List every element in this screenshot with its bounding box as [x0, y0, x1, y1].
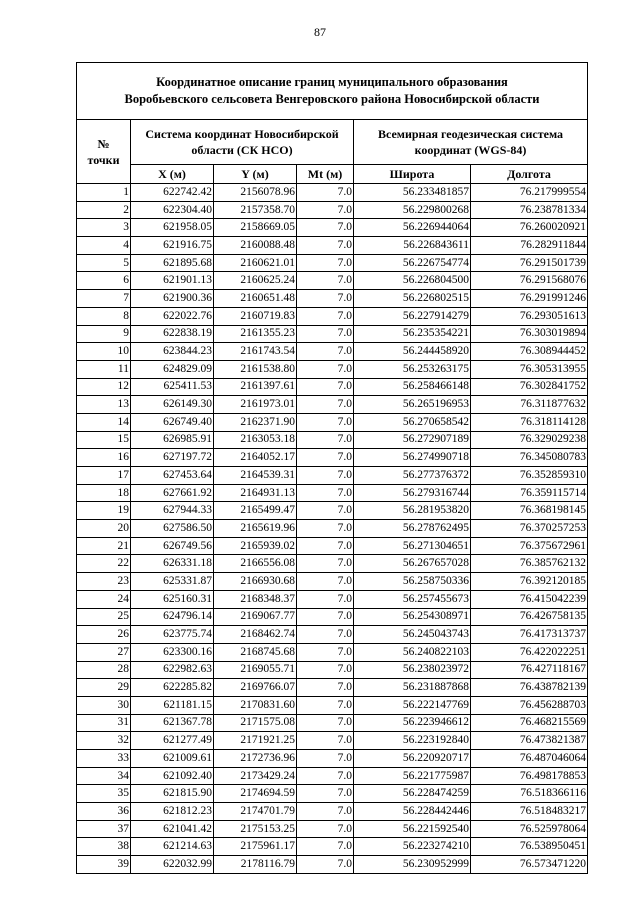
latitude-value: 56.226944064: [354, 219, 471, 237]
table-row: [77, 378, 588, 396]
table-row: [77, 201, 588, 219]
x-header: X (м): [131, 165, 214, 184]
mt-value: 7.0: [297, 590, 354, 608]
y-value: 2172736.96: [214, 750, 297, 768]
x-value: 626149.30: [131, 396, 214, 414]
longitude-value: 76.417313737: [471, 626, 588, 644]
mt-value: 7.0: [297, 643, 354, 661]
y-value: 2160719.83: [214, 307, 297, 325]
mt-value: 7.0: [297, 378, 354, 396]
y-value: 2169067.77: [214, 608, 297, 626]
longitude-value: 76.359115714: [471, 484, 588, 502]
x-value: 621812.23: [131, 803, 214, 821]
title-line-1: Координатное описание границ муниципального образования: [156, 75, 508, 89]
y-value: 2160625.24: [214, 272, 297, 290]
x-value: 624829.09: [131, 360, 214, 378]
table-row: [77, 714, 588, 732]
mt-value: 7.0: [297, 520, 354, 538]
x-value: 621367.78: [131, 714, 214, 732]
y-header: Y (м): [214, 165, 297, 184]
latitude-value: 56.226843611: [354, 237, 471, 255]
x-value: 621958.05: [131, 219, 214, 237]
mt-value: 7.0: [297, 838, 354, 856]
point-number: 29: [77, 679, 131, 697]
y-value: 2168462.74: [214, 626, 297, 644]
mt-value: 7.0: [297, 254, 354, 272]
x-value: 625331.87: [131, 573, 214, 591]
y-value: 2174694.59: [214, 785, 297, 803]
mt-value: 7.0: [297, 325, 354, 343]
point-number: 26: [77, 626, 131, 644]
mt-value: 7.0: [297, 714, 354, 732]
point-number: 38: [77, 838, 131, 856]
point-number: 23: [77, 573, 131, 591]
latitude-value: 56.226754774: [354, 254, 471, 272]
y-value: 2161355.23: [214, 325, 297, 343]
x-value: 621901.13: [131, 272, 214, 290]
point-number: 18: [77, 484, 131, 502]
latitude-value: 56.235354221: [354, 325, 471, 343]
latitude-value: 56.240822103: [354, 643, 471, 661]
point-number: 21: [77, 537, 131, 555]
table-row: [77, 360, 588, 378]
y-value: 2156078.96: [214, 184, 297, 202]
longitude-value: 76.538950451: [471, 838, 588, 856]
longitude-value: 76.518483217: [471, 803, 588, 821]
mt-value: 7.0: [297, 272, 354, 290]
x-value: 621815.90: [131, 785, 214, 803]
table-row: [77, 307, 588, 325]
mt-value: 7.0: [297, 856, 354, 874]
y-value: 2173429.24: [214, 767, 297, 785]
mt-value: 7.0: [297, 343, 354, 361]
mt-value: 7.0: [297, 237, 354, 255]
y-value: 2160621.01: [214, 254, 297, 272]
point-number: 12: [77, 378, 131, 396]
point-number: 10: [77, 343, 131, 361]
longitude-value: 76.318114128: [471, 413, 588, 431]
point-number: 15: [77, 431, 131, 449]
mt-value: 7.0: [297, 184, 354, 202]
longitude-value: 76.573471220: [471, 856, 588, 874]
point-number-header: [77, 120, 131, 184]
longitude-value: 76.487046064: [471, 750, 588, 768]
latitude-value: 56.257455673: [354, 590, 471, 608]
point-number: 30: [77, 696, 131, 714]
longitude-value: 76.468215569: [471, 714, 588, 732]
x-value: 623300.16: [131, 643, 214, 661]
title-line-2: Воробьевского сельсовета Венгеровского района Новосибирской области: [124, 92, 540, 106]
table-row: [77, 555, 588, 573]
latitude-value: 56.265196953: [354, 396, 471, 414]
point-number: 1: [77, 184, 131, 202]
point-number: 8: [77, 307, 131, 325]
mt-value: 7.0: [297, 290, 354, 308]
point-number-symbol: №: [97, 136, 110, 151]
point-number: 6: [77, 272, 131, 290]
table-row: [77, 573, 588, 591]
x-value: 622032.99: [131, 856, 214, 874]
table-row: [77, 219, 588, 237]
table-row: [77, 254, 588, 272]
latitude-value: 56.281953820: [354, 502, 471, 520]
x-value: 621009.61: [131, 750, 214, 768]
mt-value: 7.0: [297, 785, 354, 803]
x-value: 623844.23: [131, 343, 214, 361]
y-value: 2166930.68: [214, 573, 297, 591]
local-system-header: Система координат Новосибирской области (СК НСО): [131, 120, 354, 165]
mt-value: 7.0: [297, 360, 354, 378]
point-number: 34: [77, 767, 131, 785]
longitude-header: Долгота: [471, 165, 588, 184]
mt-value: 7.0: [297, 413, 354, 431]
table-row: [77, 502, 588, 520]
table-row: [77, 520, 588, 538]
x-value: 626749.40: [131, 413, 214, 431]
latitude-value: 56.226802515: [354, 290, 471, 308]
y-value: 2168745.68: [214, 643, 297, 661]
x-value: 621895.68: [131, 254, 214, 272]
y-value: 2161397.61: [214, 378, 297, 396]
table-row: [77, 325, 588, 343]
latitude-value: 56.272907189: [354, 431, 471, 449]
point-number: 3: [77, 219, 131, 237]
x-value: 622838.19: [131, 325, 214, 343]
longitude-value: 76.329029238: [471, 431, 588, 449]
latitude-value: 56.274990718: [354, 449, 471, 467]
longitude-value: 76.473821387: [471, 732, 588, 750]
latitude-value: 56.221775987: [354, 767, 471, 785]
latitude-value: 56.270658542: [354, 413, 471, 431]
table-row: [77, 237, 588, 255]
table-row: [77, 396, 588, 414]
latitude-value: 56.267657028: [354, 555, 471, 573]
x-value: 622285.82: [131, 679, 214, 697]
x-value: 624796.14: [131, 608, 214, 626]
latitude-value: 56.244458920: [354, 343, 471, 361]
longitude-value: 76.308944452: [471, 343, 588, 361]
point-number: 36: [77, 803, 131, 821]
table-row: [77, 626, 588, 644]
point-number: 14: [77, 413, 131, 431]
mt-value: 7.0: [297, 679, 354, 697]
table-row: [77, 467, 588, 485]
longitude-value: 76.426758135: [471, 608, 588, 626]
latitude-value: 56.258750336: [354, 573, 471, 591]
y-value: 2158669.05: [214, 219, 297, 237]
x-value: 622022.76: [131, 307, 214, 325]
x-value: 627661.92: [131, 484, 214, 502]
point-number: 4: [77, 237, 131, 255]
latitude-value: 56.279316744: [354, 484, 471, 502]
longitude-value: 76.438782139: [471, 679, 588, 697]
table-row: [77, 785, 588, 803]
table-row: [77, 290, 588, 308]
point-number: 9: [77, 325, 131, 343]
y-value: 2162371.90: [214, 413, 297, 431]
table-row: [77, 820, 588, 838]
longitude-value: 76.293051613: [471, 307, 588, 325]
x-value: 621916.75: [131, 237, 214, 255]
y-value: 2170831.60: [214, 696, 297, 714]
table-row: [77, 732, 588, 750]
x-value: 626331.18: [131, 555, 214, 573]
table-row: [77, 272, 588, 290]
y-value: 2175961.17: [214, 838, 297, 856]
table-row: [77, 838, 588, 856]
longitude-value: 76.415042239: [471, 590, 588, 608]
mt-header: Mt (м): [297, 165, 354, 184]
mt-value: 7.0: [297, 820, 354, 838]
latitude-value: 56.271304651: [354, 537, 471, 555]
table-row: [77, 343, 588, 361]
longitude-value: 76.311877632: [471, 396, 588, 414]
longitude-value: 76.368198145: [471, 502, 588, 520]
longitude-value: 76.518366116: [471, 785, 588, 803]
table-row: [77, 803, 588, 821]
point-number-label: точки: [87, 152, 120, 167]
x-value: 622982.63: [131, 661, 214, 679]
y-value: 2175153.25: [214, 820, 297, 838]
point-number: 28: [77, 661, 131, 679]
x-value: 622304.40: [131, 201, 214, 219]
table-row: [77, 750, 588, 768]
mt-value: 7.0: [297, 661, 354, 679]
table-title: [77, 63, 588, 120]
table-row: [77, 590, 588, 608]
point-number: 11: [77, 360, 131, 378]
longitude-value: 76.427118167: [471, 661, 588, 679]
mt-value: 7.0: [297, 750, 354, 768]
x-value: 621900.36: [131, 290, 214, 308]
y-value: 2171575.08: [214, 714, 297, 732]
table-row: [77, 484, 588, 502]
latitude-value: 56.223946612: [354, 714, 471, 732]
table-body: [77, 184, 588, 874]
y-value: 2160088.48: [214, 237, 297, 255]
longitude-value: 76.260020921: [471, 219, 588, 237]
mt-value: 7.0: [297, 502, 354, 520]
longitude-value: 76.456288703: [471, 696, 588, 714]
longitude-value: 76.345080783: [471, 449, 588, 467]
longitude-value: 76.305313955: [471, 360, 588, 378]
table-row: [77, 184, 588, 202]
mt-value: 7.0: [297, 449, 354, 467]
table-row: [77, 679, 588, 697]
table-row: [77, 856, 588, 874]
coordinates-table: [76, 62, 588, 874]
y-value: 2165499.47: [214, 502, 297, 520]
y-value: 2161538.80: [214, 360, 297, 378]
table-row: [77, 767, 588, 785]
latitude-value: 56.278762495: [354, 520, 471, 538]
point-number: 37: [77, 820, 131, 838]
y-value: 2164539.31: [214, 467, 297, 485]
x-value: 627453.64: [131, 467, 214, 485]
longitude-value: 76.291991246: [471, 290, 588, 308]
longitude-value: 76.352859310: [471, 467, 588, 485]
longitude-value: 76.291501739: [471, 254, 588, 272]
longitude-value: 76.422022251: [471, 643, 588, 661]
x-value: 626985.91: [131, 431, 214, 449]
x-value: 625411.53: [131, 378, 214, 396]
y-value: 2171921.25: [214, 732, 297, 750]
wgs-system-header: Всемирная геодезическая система координат (WGS-84): [354, 120, 588, 165]
x-value: 626749.56: [131, 537, 214, 555]
latitude-value: 56.233481857: [354, 184, 471, 202]
point-number: 22: [77, 555, 131, 573]
table-row: [77, 608, 588, 626]
y-value: 2174701.79: [214, 803, 297, 821]
mt-value: 7.0: [297, 696, 354, 714]
longitude-value: 76.303019894: [471, 325, 588, 343]
latitude-value: 56.253263175: [354, 360, 471, 378]
y-value: 2164931.13: [214, 484, 297, 502]
point-number: 20: [77, 520, 131, 538]
point-number: 19: [77, 502, 131, 520]
point-number: 32: [77, 732, 131, 750]
longitude-value: 76.525978064: [471, 820, 588, 838]
point-number: 39: [77, 856, 131, 874]
latitude-value: 56.254308971: [354, 608, 471, 626]
x-value: 625160.31: [131, 590, 214, 608]
point-number: 2: [77, 201, 131, 219]
latitude-value: 56.223192840: [354, 732, 471, 750]
latitude-value: 56.258466148: [354, 378, 471, 396]
longitude-value: 76.385762132: [471, 555, 588, 573]
page-number: 87: [314, 25, 326, 39]
mt-value: 7.0: [297, 201, 354, 219]
table-row: [77, 431, 588, 449]
point-number: 24: [77, 590, 131, 608]
longitude-value: 76.217999554: [471, 184, 588, 202]
latitude-value: 56.228442446: [354, 803, 471, 821]
latitude-value: 56.238023972: [354, 661, 471, 679]
y-value: 2168348.37: [214, 590, 297, 608]
longitude-value: 76.282911844: [471, 237, 588, 255]
latitude-value: 56.227914279: [354, 307, 471, 325]
point-number: 33: [77, 750, 131, 768]
point-number: 5: [77, 254, 131, 272]
y-value: 2160651.48: [214, 290, 297, 308]
y-value: 2165939.02: [214, 537, 297, 555]
latitude-header: Широта: [354, 165, 471, 184]
table-row: [77, 661, 588, 679]
point-number: 25: [77, 608, 131, 626]
latitude-value: 56.228474259: [354, 785, 471, 803]
x-value: 622742.42: [131, 184, 214, 202]
y-value: 2157358.70: [214, 201, 297, 219]
mt-value: 7.0: [297, 803, 354, 821]
longitude-value: 76.302841752: [471, 378, 588, 396]
x-value: 621181.15: [131, 696, 214, 714]
latitude-value: 56.231887868: [354, 679, 471, 697]
y-value: 2178116.79: [214, 856, 297, 874]
x-value: 627944.33: [131, 502, 214, 520]
mt-value: 7.0: [297, 732, 354, 750]
mt-value: 7.0: [297, 467, 354, 485]
mt-value: 7.0: [297, 608, 354, 626]
mt-value: 7.0: [297, 307, 354, 325]
point-number: 27: [77, 643, 131, 661]
mt-value: 7.0: [297, 484, 354, 502]
point-number: 31: [77, 714, 131, 732]
y-value: 2166556.08: [214, 555, 297, 573]
longitude-value: 76.370257253: [471, 520, 588, 538]
latitude-value: 56.277376372: [354, 467, 471, 485]
latitude-value: 56.229800268: [354, 201, 471, 219]
x-value: 627197.72: [131, 449, 214, 467]
mt-value: 7.0: [297, 767, 354, 785]
table-row: [77, 449, 588, 467]
y-value: 2169766.07: [214, 679, 297, 697]
point-number: 17: [77, 467, 131, 485]
longitude-value: 76.291568076: [471, 272, 588, 290]
mt-value: 7.0: [297, 626, 354, 644]
point-number: 35: [77, 785, 131, 803]
latitude-value: 56.220920717: [354, 750, 471, 768]
y-value: 2165619.96: [214, 520, 297, 538]
x-value: 621092.40: [131, 767, 214, 785]
latitude-value: 56.223274210: [354, 838, 471, 856]
y-value: 2169055.71: [214, 661, 297, 679]
point-number: 13: [77, 396, 131, 414]
latitude-value: 56.245043743: [354, 626, 471, 644]
mt-value: 7.0: [297, 219, 354, 237]
table-row: [77, 643, 588, 661]
y-value: 2161973.01: [214, 396, 297, 414]
x-value: 627586.50: [131, 520, 214, 538]
x-value: 621277.49: [131, 732, 214, 750]
mt-value: 7.0: [297, 573, 354, 591]
latitude-value: 56.222147769: [354, 696, 471, 714]
x-value: 621214.63: [131, 838, 214, 856]
latitude-value: 56.230952999: [354, 856, 471, 874]
point-number: 7: [77, 290, 131, 308]
y-value: 2163053.18: [214, 431, 297, 449]
x-value: 623775.74: [131, 626, 214, 644]
mt-value: 7.0: [297, 396, 354, 414]
y-value: 2164052.17: [214, 449, 297, 467]
mt-value: 7.0: [297, 555, 354, 573]
latitude-value: 56.221592540: [354, 820, 471, 838]
table-row: [77, 696, 588, 714]
longitude-value: 76.392120185: [471, 573, 588, 591]
mt-value: 7.0: [297, 537, 354, 555]
mt-value: 7.0: [297, 431, 354, 449]
longitude-value: 76.375672961: [471, 537, 588, 555]
longitude-value: 76.498178853: [471, 767, 588, 785]
y-value: 2161743.54: [214, 343, 297, 361]
table-row: [77, 413, 588, 431]
latitude-value: 56.226804500: [354, 272, 471, 290]
longitude-value: 76.238781334: [471, 201, 588, 219]
x-value: 621041.42: [131, 820, 214, 838]
table-row: [77, 537, 588, 555]
point-number: 16: [77, 449, 131, 467]
